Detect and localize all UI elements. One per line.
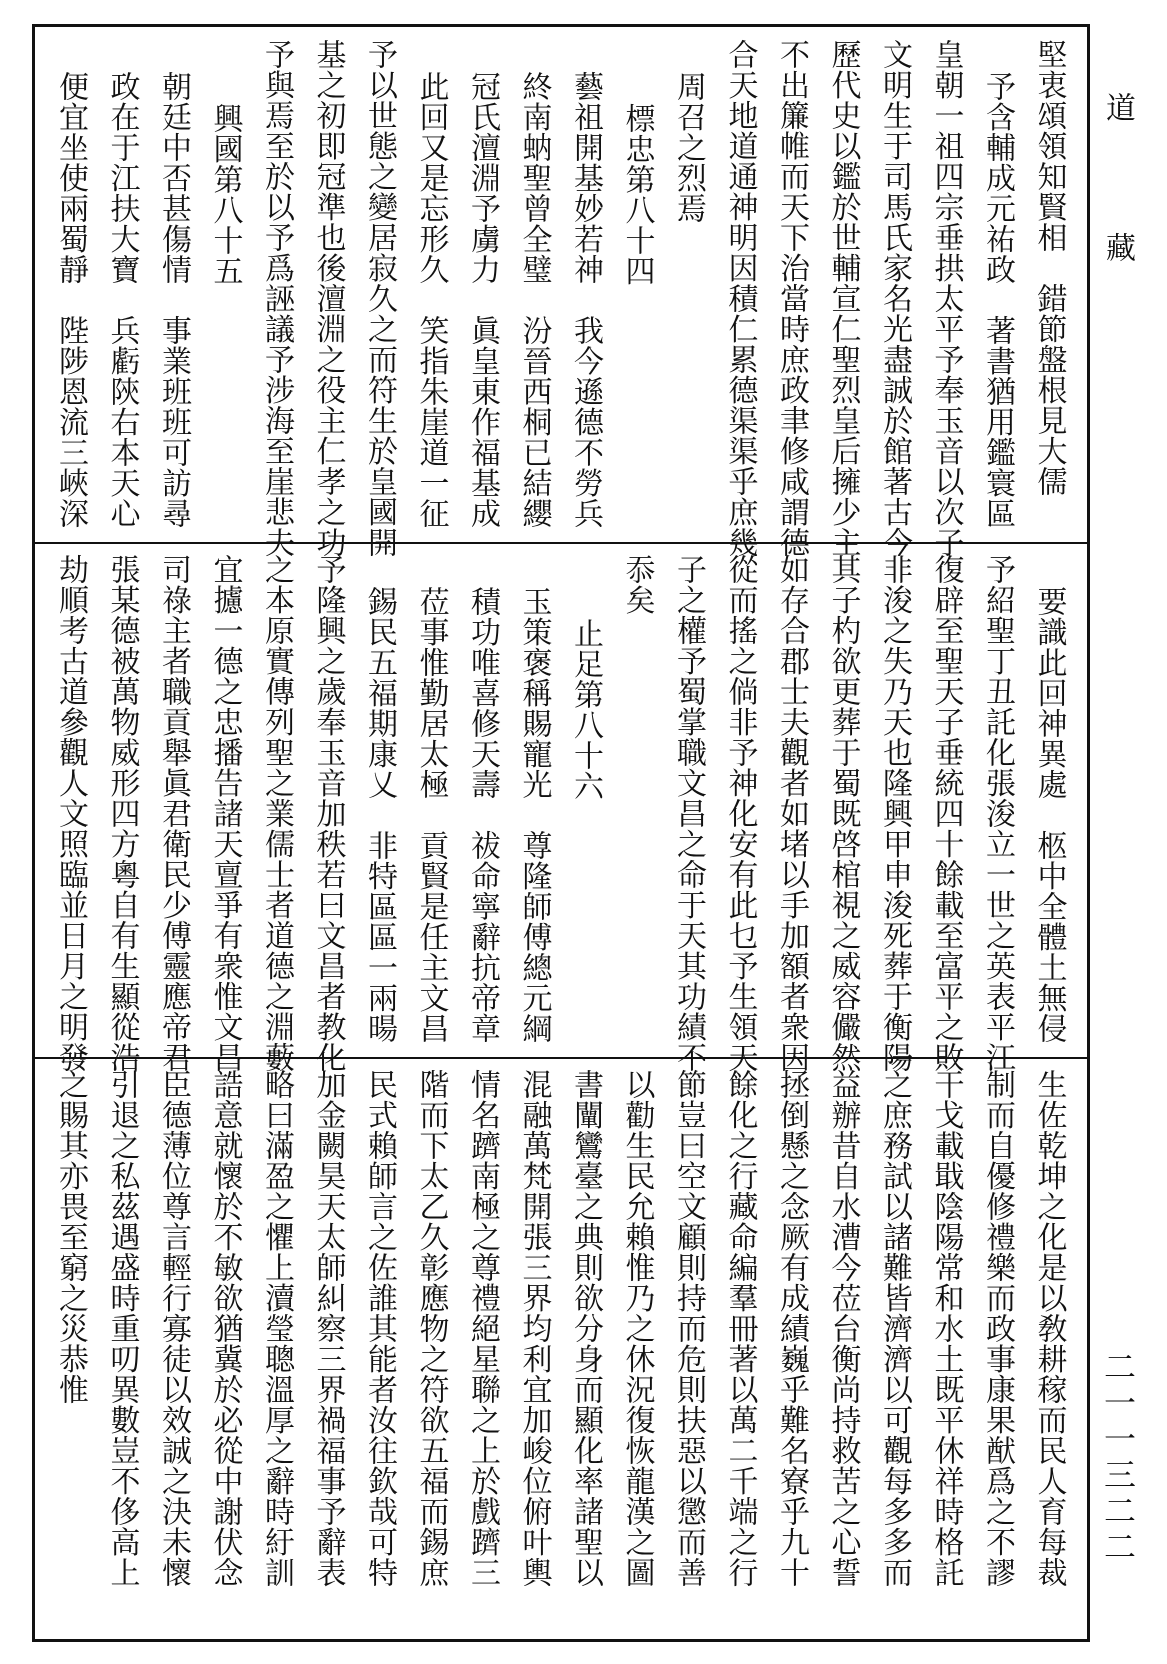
text-column: 生佐乾坤之化是以敎耕稼而民人育每裁	[1031, 1069, 1067, 1588]
text-column: 復辟至聖天子垂統四十餘載至富平之敗	[928, 554, 964, 1073]
text-column: 予以世態之變居寂久之而符生於皇國開	[362, 39, 397, 558]
text-column: 劫順考古道參觀人文照臨並日月之明發	[53, 554, 88, 1073]
text-column: 要識此回神異處 柩中全體土無侵	[1031, 586, 1067, 1044]
text-column: 拯倒懸之念厥有成績巍乎難名寮乎九十	[774, 1069, 809, 1588]
text-column: 益辦昔自水漕今莅台衡尚持救苦之心誓	[825, 1069, 861, 1588]
text-column: 張某德被萬物威形四方粵自有生顯從浩	[104, 554, 140, 1073]
text-column: 予隆興之歲奉玉音加秩若曰文昌者教化	[310, 554, 346, 1073]
text-column: 興國第八十五	[207, 103, 243, 286]
text-column: 以勸生民允賴惟乃之休況復恢龍漢之圖	[619, 1069, 655, 1588]
text-column: 階而下太乙久彰應物之符欲五福而錫庶	[413, 1069, 449, 1588]
text-column: 干戈載戢陰陽常和水土既平休祥時格託	[928, 1069, 964, 1588]
text-column: 基之初即冠準也後澶淵之役主仁孝之功	[310, 39, 346, 558]
text-column: 歷代史以鑑於世輔宣仁聖烈皇后擁少主	[825, 39, 861, 558]
text-column: 加金闕昊天太師糾察三界禍福事予辭表	[310, 1069, 346, 1588]
register-bottom	[35, 1057, 1087, 1639]
text-column: 書闡鸞臺之典則欲分身而顯化率諸聖以	[568, 1069, 603, 1588]
register-top	[35, 27, 1087, 558]
text-column: 朝廷中否甚傷情 事業班班可訪尋	[156, 71, 191, 529]
text-column: 錫民五福期康乂 非特區區一兩暘	[362, 586, 397, 1044]
text-column: 此回又是忘形久 笑指朱崖道一征	[413, 71, 449, 529]
register-middle	[35, 542, 1087, 1073]
text-column: 子之權予蜀掌職文昌之命于天其功績不	[671, 554, 706, 1073]
text-column: 予與焉至於以予爲誣議予涉海至崖悲夫	[259, 39, 294, 558]
text-column: 司祿主者職貢舉眞君衛民少傅靈應帝君	[156, 554, 191, 1073]
page-number: 二一一三二二	[1099, 1350, 1137, 1566]
text-column: 積功唯喜修天壽 祓命寧辭抗帝章	[465, 586, 500, 1044]
text-column: 如存合郡士夫觀者如堵以手加額者衆因	[774, 554, 809, 1073]
text-column: 便宜坐使兩蜀靜 陛陟恩流三峽深	[53, 71, 88, 529]
text-column: 臣德薄位尊言輕行寡徒以效誠之決未懷	[156, 1069, 191, 1588]
text-column: 予紹聖丁丑託化張浚立一世之英表平江	[980, 554, 1015, 1073]
text-column: 藝祖開基妙若神 我今遜德不勞兵	[568, 71, 603, 529]
text-column: 之庶務試以諸難皆濟濟以可觀每多多而	[877, 1069, 912, 1588]
text-column: 引退之私茲遇盛時重叨異數豈不侈高上	[104, 1069, 140, 1588]
text-column: 止足第八十六	[568, 618, 603, 801]
text-column: 文明生于司馬氏家名光盡誠於館著古今	[877, 39, 912, 558]
collection-label-top: 道	[1100, 92, 1135, 122]
text-column: 非浚之失乃天也隆興甲申浚死葬于衡陽	[877, 554, 912, 1073]
text-column: 標忠第八十四	[619, 103, 655, 286]
text-column: 誥意就懷於不敏欲猶冀於必從中謝伏念	[207, 1069, 243, 1588]
text-column: 之賜其亦畏至窮之災恭惟	[53, 1069, 88, 1405]
text-column: 忝矣	[619, 554, 655, 615]
page-frame	[32, 24, 1090, 1642]
text-column: 略曰滿盈之懼上瀆瑩聰溫厚之辭時紆訓	[259, 1069, 294, 1588]
text-column: 堅衷頌領知賢相 錯節盤根見大儒	[1031, 39, 1067, 497]
text-column: 玉策褒稱賜寵光 尊隆師傅總元綱	[516, 586, 552, 1044]
text-column: 冠氏澶淵予虜力 眞皇東作福基成	[465, 71, 500, 529]
text-column: 之本原實傳列聖之業儒士者道德之淵藪	[259, 554, 294, 1073]
text-column: 混融萬梵開張三界均利宜加峻位俯叶輿	[516, 1069, 552, 1588]
text-column: 情名躋南極之尊禮絕星聯之上於戲躋三	[465, 1069, 500, 1588]
text-column: 制而自優修禮樂而政事康果猷爲之不謬	[980, 1069, 1015, 1588]
text-column: 終南蚋聖曾全璧 汾晉西桐已結纓	[516, 71, 552, 529]
text-column: 其子杓欲更葬于蜀既啓棺視之威容儼然	[825, 554, 861, 1073]
text-column: 莅事惟勤居太極 貢賢是任主文昌	[413, 586, 449, 1044]
text-column: 不出簾帷而天下治當時庶政聿修咸謂德	[774, 39, 809, 558]
text-column: 皇朝一祖四宗垂拱太平予奉玉音以次子	[928, 39, 964, 558]
collection-label-mid: 藏	[1100, 232, 1135, 262]
text-column: 政在于江扶大寶 兵虧陝右本天心	[104, 71, 140, 529]
text-column: 餘化之行藏命編羣冊著以萬二千端之行	[722, 1069, 758, 1588]
text-column: 予含輔成元祐政 著書猶用鑑寰區	[980, 71, 1015, 529]
text-column: 宜攄一德之忠播告諸天亶爭有衆惟文昌	[207, 554, 243, 1073]
text-column: 節豈曰空文顧則持而危則扶惡以懲而善	[671, 1069, 706, 1588]
text-column: 從而搖之倘非予神化安有此乜予生領天	[722, 554, 758, 1073]
text-column: 周召之烈焉	[671, 71, 706, 224]
text-column: 合天地道通神明因積仁累德渠渠乎庶幾	[722, 39, 758, 558]
text-column: 民式賴師言之佐誰其能者汝往欽哉可特	[362, 1069, 397, 1588]
